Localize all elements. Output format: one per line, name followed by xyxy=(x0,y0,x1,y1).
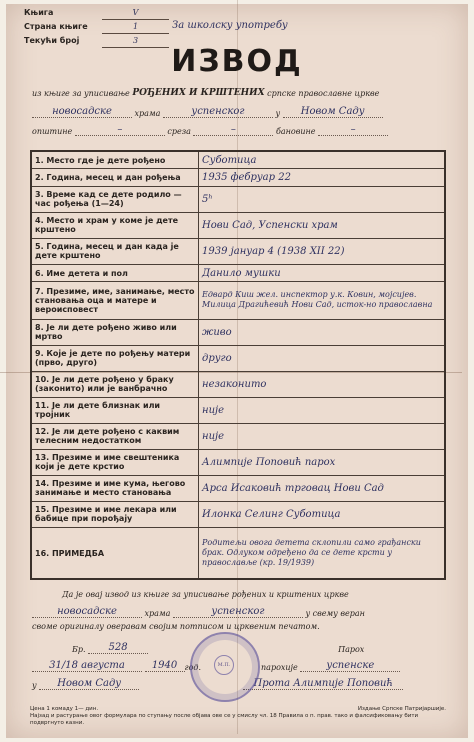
number-value: 3 xyxy=(102,34,169,48)
book-label: Књига xyxy=(24,8,54,17)
table-row xyxy=(31,475,445,501)
table-row xyxy=(31,238,445,264)
table-row xyxy=(31,528,445,580)
legal-note: Најзад и растурање овог формулара по ступању после објава ове се у смислу чл. 18 Правила о п. прав. тако и фалсификовању бити подвргнуто казни. xyxy=(30,713,419,726)
row-answer: 1939 јануар 4 (1938 XII 22) xyxy=(199,238,446,264)
row-answer: 1935 фебруар 22 xyxy=(199,169,446,186)
row-answer: Алимпије Поповић парох xyxy=(199,449,446,475)
row-answer: незаконито xyxy=(199,371,446,397)
footer-top xyxy=(30,706,446,713)
register-number: 528 xyxy=(88,642,148,654)
row-question: 4. Место и храм у коме је дете крштено xyxy=(31,212,199,238)
table-row xyxy=(31,501,445,527)
row-answer: Арса Исаковић трговац Нови Сад xyxy=(199,475,446,501)
page-value: 1 xyxy=(102,20,169,34)
row-answer: Суботица xyxy=(199,151,446,169)
page-label: Страна књиге xyxy=(24,22,88,31)
intro-line-2 xyxy=(32,106,442,118)
church-name: новосадске xyxy=(32,106,132,118)
footer xyxy=(30,706,446,727)
row-question: 5. Година, месец и дан када је дете крштено xyxy=(31,238,199,264)
row-question: 2. Година, месец и дан рођења xyxy=(31,169,199,186)
parish-label: Парох xyxy=(338,645,365,654)
town-name: Новом Саду xyxy=(283,106,383,118)
intro-line-1 xyxy=(32,88,442,98)
certification-line-1 xyxy=(32,590,442,599)
register-table xyxy=(30,150,446,580)
issue-year: 1940 xyxy=(145,660,185,672)
row-question: 13. Презиме и име свештеника који је дете крстио xyxy=(31,449,199,475)
table-row xyxy=(31,212,445,238)
intro-text: српске православне цркве xyxy=(267,89,380,98)
row-question: 11. Је ли дете близнак или тројник xyxy=(31,397,199,423)
intro-text: среза xyxy=(167,127,191,136)
intro-text: бановине xyxy=(275,127,316,136)
district-value: – xyxy=(193,124,273,136)
table-row xyxy=(31,151,445,169)
table-row xyxy=(31,186,445,212)
row-question: 10. Је ли дете рођено у браку (законито) или је ванбрачно xyxy=(31,371,199,397)
row-question: 1. Место где је дете рођено xyxy=(31,151,199,169)
municipality-value: – xyxy=(75,124,165,136)
book-row xyxy=(24,6,169,20)
year-suffix: год. xyxy=(184,663,202,672)
row-answer: живо xyxy=(199,319,446,345)
number-label: Текући број xyxy=(24,36,80,45)
row-question: 16. ПРИМЕДБА xyxy=(31,528,199,580)
parish-name: успенске xyxy=(300,660,400,672)
table-row xyxy=(31,397,445,423)
row-question: 9. Које је дете по рођењу матери (прво, друго) xyxy=(31,345,199,371)
certification-text: своме оригиналу оверавам својим потписом и црквеним печатом. xyxy=(32,622,320,631)
table-row xyxy=(31,282,445,319)
issue-date: 31/18 августа xyxy=(32,660,142,672)
table-row xyxy=(31,264,445,281)
table-row xyxy=(31,423,445,449)
intro-text: у xyxy=(275,109,281,118)
table-row xyxy=(31,345,445,371)
seal-mark: М.П. xyxy=(214,655,234,675)
document-title: ИЗВОД xyxy=(171,44,303,79)
number-label: Бр. xyxy=(72,645,86,654)
row-answer: Родитељи овога детета склопили само грађански брак. Одлуком одређено да се дете крсти у православље (кр. 19/1939) xyxy=(199,528,446,580)
register-meta xyxy=(24,6,169,48)
table-row xyxy=(31,319,445,345)
temple-name: успенског xyxy=(173,606,303,618)
intro-text: РОЂЕНИХ И КРШТЕНИХ xyxy=(132,88,265,98)
row-answer: није xyxy=(199,423,446,449)
intro-text: општине xyxy=(32,127,73,136)
intro-text: из књиге за уписивање xyxy=(32,89,130,98)
school-use-note: За школску употребу xyxy=(172,20,288,31)
book-value: V xyxy=(102,6,169,20)
row-question: 15. Презиме и име лекара или бабице при порођају xyxy=(31,501,199,527)
row-answer: Нови Сад, Успенски храм xyxy=(199,212,446,238)
row-question: 3. Време кад се дете родило — час рођења (1—24) xyxy=(31,186,199,212)
certification-text: Да је овај извод из књиге за уписивање рођених и крштених цркве xyxy=(62,590,349,599)
certification-line-2 xyxy=(32,606,442,618)
intro-line-3 xyxy=(32,124,442,136)
intro-text: храма xyxy=(134,109,161,118)
table-row xyxy=(31,169,445,186)
row-answer: друго xyxy=(199,345,446,371)
parohija-label: парохије xyxy=(261,663,298,672)
banovina-value: – xyxy=(318,124,388,136)
row-question: 7. Презиме, име, занимање, место становања оца и матере и вероисповест xyxy=(31,282,199,319)
row-answer: Едвард Киш жел. инспектор у.к. Ковин, мојсијев. Милица Драгићевић Нови Сад, исток-но православна xyxy=(199,282,446,319)
row-question: 8. Је ли дете рођено живо или мртво xyxy=(31,319,199,345)
price-note: Цена 1 комаду 1— дин. xyxy=(30,706,99,712)
certification-text: у свему веран xyxy=(305,609,365,618)
row-question: 12. Је ли дете рођено с каквим телесним недостатком xyxy=(31,423,199,449)
certification-text: храма xyxy=(144,609,171,618)
certification-line-3 xyxy=(32,622,442,631)
issue-place: Новом Саду xyxy=(39,678,139,690)
row-answer: 5ʰ xyxy=(199,186,446,212)
row-question: 14. Презиме и име кума, његово занимање и место становања xyxy=(31,475,199,501)
row-answer: Илонка Селинг Суботица xyxy=(199,501,446,527)
table-row xyxy=(31,371,445,397)
row-answer: није xyxy=(199,397,446,423)
priest-signature: Прота Алимпије Поповић xyxy=(243,678,403,690)
place-prefix: у xyxy=(32,681,37,690)
church-name: новосадске xyxy=(32,606,142,618)
table-row xyxy=(31,449,445,475)
row-answer: Данило мушки xyxy=(199,264,446,281)
publisher-note: Издање Српске Патријаршије. xyxy=(357,706,446,712)
row-question: 6. Име детета и пол xyxy=(31,264,199,281)
temple-name: успенског xyxy=(163,106,273,118)
page-row xyxy=(24,20,169,34)
